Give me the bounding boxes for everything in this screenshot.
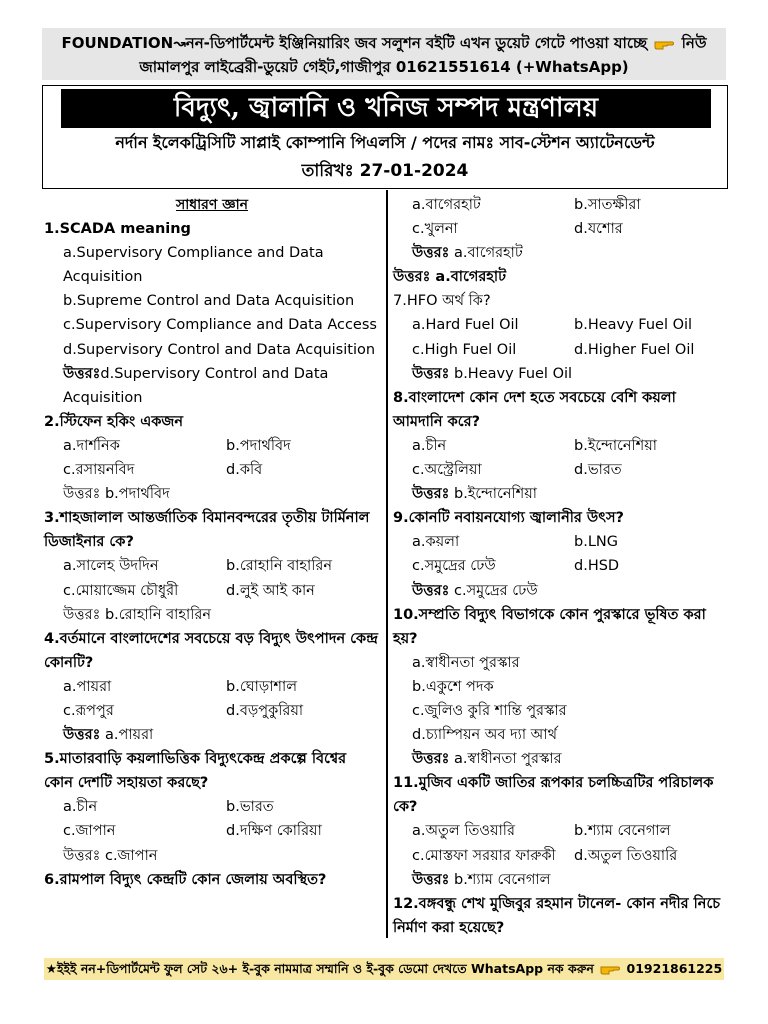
q8-answer: উত্তরঃ b.ইন্দোনেশিয়া <box>412 486 537 503</box>
company-post-line: নর্দান ইলেকট্রিসিটি সাপ্লাই কোম্পানি পিএলসি / পদের নামঃ সাব-স্টেশন অ্যাটেনডেন্ট <box>115 133 655 152</box>
q5-answer: উত্তরঃ c.জাপান <box>63 847 158 864</box>
exam-date: তারিখঃ 27-01-2024 <box>301 161 469 181</box>
q4-answer: উত্তরঃ a.পায়রা <box>63 727 154 744</box>
q2-answer: উত্তরঃ b.পদার্থবিদ <box>63 486 170 503</box>
banner-line-1 <box>42 31 726 55</box>
q10-option-a: a.স্বাধীনতা পুরস্কার <box>412 654 520 671</box>
q1-option-d: d.Supervisory Control and Data Acquisition <box>63 341 376 358</box>
exam-header <box>42 85 728 189</box>
q9-answer: উত্তরঃ c.সমুদ্রের ঢেউ <box>412 582 538 599</box>
pointing-hand-icon <box>654 36 674 50</box>
footer-promo-text: ★ইইই নন+ডিপার্টমেন্ট ফুল সেট ২৬+ ই-বুক নামমাত্র সম্মানি ও ই-বুক ডেমো দেখতে WhatsApp নক করুন <box>45 961 594 976</box>
q1-option-c: c.Supervisory Compliance and Data Access <box>63 317 377 334</box>
banner-text-1: FOUNDATION↝নন-ডিপার্টমেন্ট ইঞ্জিনিয়ারিং জব সলুশন বইটি এখন ডুয়েট গেটে পাওয়া যাচ্ছে <box>61 34 648 52</box>
q3-options-cd: c.মোয়াজ্জেম চৌধুরী d.লুই আই কান <box>63 582 315 599</box>
banner-line-2: জামালপুর লাইব্রেরী-ডুয়েট গেইট,গাজীপুর 01621551614 (+WhatsApp) <box>139 58 629 76</box>
q6-answer: উত্তরঃ a.বাগেরহাট <box>412 245 523 262</box>
q6-answer-repeat: উত্তরঃ a.বাগেরহাট <box>393 269 507 286</box>
q3-options-ab: a.সালেহ উদদিন b.রোহানি বাহারিন <box>63 558 332 575</box>
q8-options-ab: a.চীন b.ইন্দোনেশিয়া <box>412 437 657 454</box>
q1-option-a: a.Supervisory Compliance and Data Acquisition <box>63 245 324 286</box>
pointing-hand-icon <box>600 961 620 975</box>
question-8: 8.বাংলাদেশ কোন দেশ হতে সবচেয়ে বেশি কয়লা আমদানি করে? <box>393 389 676 430</box>
q1-answer: উত্তরঃd.Supervisory Control and Data Acquisition <box>63 365 329 406</box>
q11-options-ab: a.অতুল তিওয়ারি b.শ্যাম বেনেগাল <box>412 823 671 840</box>
q6-options-ab: a.বাগেরহাট b.সাতক্ষীরা <box>412 197 641 213</box>
question-6: 6.রামপাল বিদ্যুৎ কেন্দ্রটি কোন জেলায় অবস্থিত? <box>44 871 327 888</box>
footer-promo-banner <box>44 958 724 980</box>
q5-options-cd: c.জাপান d.দক্ষিণ কোরিয়া <box>63 823 322 840</box>
right-column <box>393 193 728 940</box>
q1-option-b: b.Supreme Control and Data Acquisition <box>63 293 355 310</box>
question-10: 10.সম্প্রতি বিদ্যুৎ বিভাগকে কোন পুরস্কারে ভূষিত করা হয়? <box>393 606 706 647</box>
q11-options-cd: c.মোস্তফা সরয়ার ফারুকী d.অতুল তিওয়ারি <box>412 847 678 864</box>
section-title: সাধারণ জ্ঞান <box>175 197 249 213</box>
question-1: 1.SCADA meaning <box>44 221 191 238</box>
q8-options-cd: c.অস্ট্রেলিয়া d.ভারত <box>412 462 622 479</box>
q7-options-ab: a.Hard Fuel Oil b.Heavy Fuel Oil <box>412 317 693 334</box>
question-2: 2.স্টিফেন হকিং একজন <box>44 413 184 430</box>
q2-options-cd: c.রসায়নবিদ d.কবি <box>63 462 263 479</box>
column-divider <box>386 190 388 938</box>
q4-options-cd: c.রূপপুর d.বড়পুকুরিয়া <box>63 702 304 719</box>
question-7: 7.HFO অর্থ কি? <box>393 293 491 310</box>
q11-answer: উত্তরঃ b.শ্যাম বেনেগাল <box>412 871 551 888</box>
q9-options-ab: a.কয়লা b.LNG <box>412 534 618 551</box>
question-3: 3.শাহজালাল আন্তর্জাতিক বিমানবন্দরের তৃতীয় টার্মিনাল ডিজাইনার কে? <box>44 510 370 551</box>
q4-options-ab: a.পায়রা b.ঘোড়াশাল <box>63 678 298 695</box>
question-9: 9.কোনটি নবায়নযোগ্য জ্বালানীর উৎস? <box>393 510 624 527</box>
q2-options-ab: a.দার্শনিক b.পদার্থবিদ <box>63 437 291 454</box>
q6-options-cd: c.খুলনা d.যশোর <box>412 221 623 238</box>
q10-option-d: d.চ্যাম্পিয়ন অব দ্যা আর্থ <box>412 727 557 744</box>
top-banner <box>42 28 726 80</box>
footer-phone: 01921861225 <box>626 961 723 976</box>
q10-option-c: c.জুলিও কুরি শান্তি পুরস্কার <box>412 702 567 719</box>
banner-text-1b: নিউ <box>681 34 707 52</box>
question-5: 5.মাতারবাড়ি কয়লাভিত্তিক বিদ্যুৎকেন্দ্র প্রকল্পে বিশ্বের কোন দেশটি সহায়তা করছে? <box>44 751 347 792</box>
q9-options-cd: c.সমুদ্রের ঢেউ d.HSD <box>412 558 620 575</box>
q10-option-b: b.একুশে পদক <box>412 678 494 695</box>
q10-answer: উত্তরঃ a.স্বাধীনতা পুরস্কার <box>412 751 562 768</box>
q3-answer: উত্তরঃ b.রোহানি বাহারিন <box>63 606 211 623</box>
question-11: 11.মুজিব একটি জাতির রূপকার চলচ্চিত্রটির পরিচালক কে? <box>393 775 714 816</box>
q7-options-cd: c.High Fuel Oil d.Higher Fuel Oil <box>412 341 695 358</box>
question-12: 12.বঙ্গবন্ধু শেখ মুজিবুর রহমান টানেল- কোন নদীর নিচে নির্মাণ করা হয়েছে? <box>393 895 721 936</box>
q7-answer: উত্তরঃ b.Heavy Fuel Oil <box>412 365 573 382</box>
question-4: 4.বর্তমানে বাংলাদেশের সবচেয়ে বড় বিদ্যুৎ উৎপাদন কেন্দ্র কোনটি? <box>44 630 378 671</box>
ministry-title: বিদ্যুৎ, জ্বালানি ও খনিজ সম্পদ মন্ত্রণালয় <box>61 89 711 128</box>
q5-options-ab: a.চীন b.ভারত <box>63 799 274 816</box>
left-column <box>44 193 380 892</box>
